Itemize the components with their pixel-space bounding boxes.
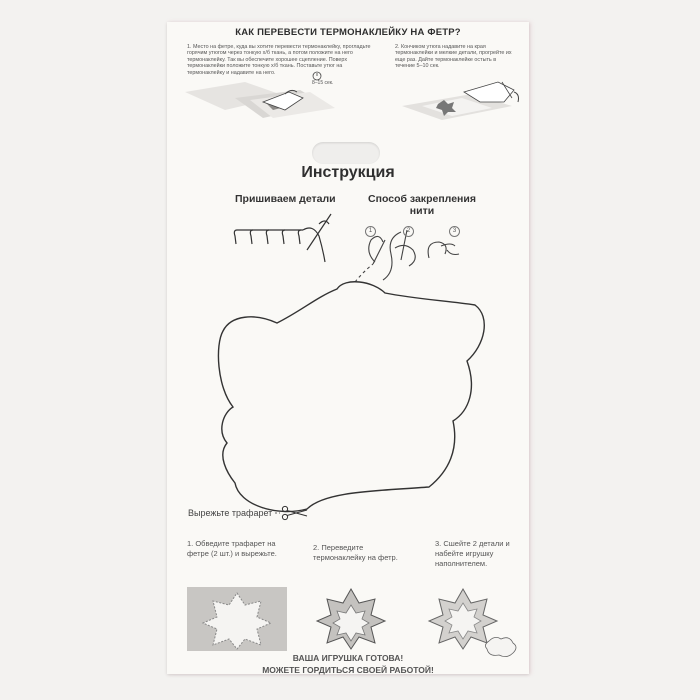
transfer-title: КАК ПЕРЕВЕСТИ ТЕРМОНАКЛЕЙКУ НА ФЕТР? <box>235 27 461 38</box>
stitch-illustration <box>233 214 343 264</box>
fix-step-3-number: 3 <box>449 226 460 237</box>
instruction-card <box>167 22 529 674</box>
stuffed-star-illustration <box>429 587 521 657</box>
sewing-subtitle: Пришиваем детали <box>235 193 336 205</box>
hang-tab-hole <box>312 142 380 164</box>
step-1-text: 1. Обведите трафарет на фетре (2 шт.) и вырежьте. <box>187 539 277 558</box>
transfer-step-2-text: 2. Кончиком утюга надавите на края термонаклейки и мелкие детали, прогрейте их еще раз. Дайте термонаклейке остыть в течение 5–10 сек. <box>395 44 512 70</box>
fix-step-1-number: 1 <box>365 226 376 237</box>
final-line-2: МОЖЕТЕ ГОРДИТЬСЯ СВОЕЙ РАБОТОЙ! <box>262 665 434 675</box>
press-time-label: 8–15 сек. <box>312 80 334 86</box>
thread-knot-illustration <box>355 222 505 282</box>
iron-tip-illustration <box>402 84 522 124</box>
scissors-icon <box>281 506 309 520</box>
fix-step-2-number: 2 <box>403 226 414 237</box>
thread-fixing-subtitle: Способ закрепления нити <box>368 193 476 217</box>
instruction-title: Инструкция <box>301 164 395 181</box>
cut-template-label: Вырежьте трафарет <box>188 508 273 518</box>
final-line-1: ВАША ИГРУШКА ГОТОВА! <box>292 653 404 663</box>
transfer-step-1-text: 1. Место на фетре, куда вы хотите перевести термонаклейку, прогладьте горячим утюгом через тонкую х/б ткань, а потом положите на него термонаклейку. Так вы обеспечите хорошее сцепление. Поверх термонаклейки положите тонкую х/б ткань. Поставьте утюг на термонаклейку и надавите на него. <box>187 44 371 76</box>
step-2-text: 2. Переведите термонаклейку на фетр. <box>313 543 398 562</box>
step-3-text: 3. Сшейте 2 детали и набейте игрушку наполнителем. <box>435 539 510 568</box>
star-sticker-illustration <box>315 587 387 651</box>
final-message <box>167 652 529 676</box>
bear-template-outline <box>217 277 487 517</box>
iron-pressing-illustration <box>185 82 385 124</box>
felt-star-trace-illustration <box>187 587 287 651</box>
